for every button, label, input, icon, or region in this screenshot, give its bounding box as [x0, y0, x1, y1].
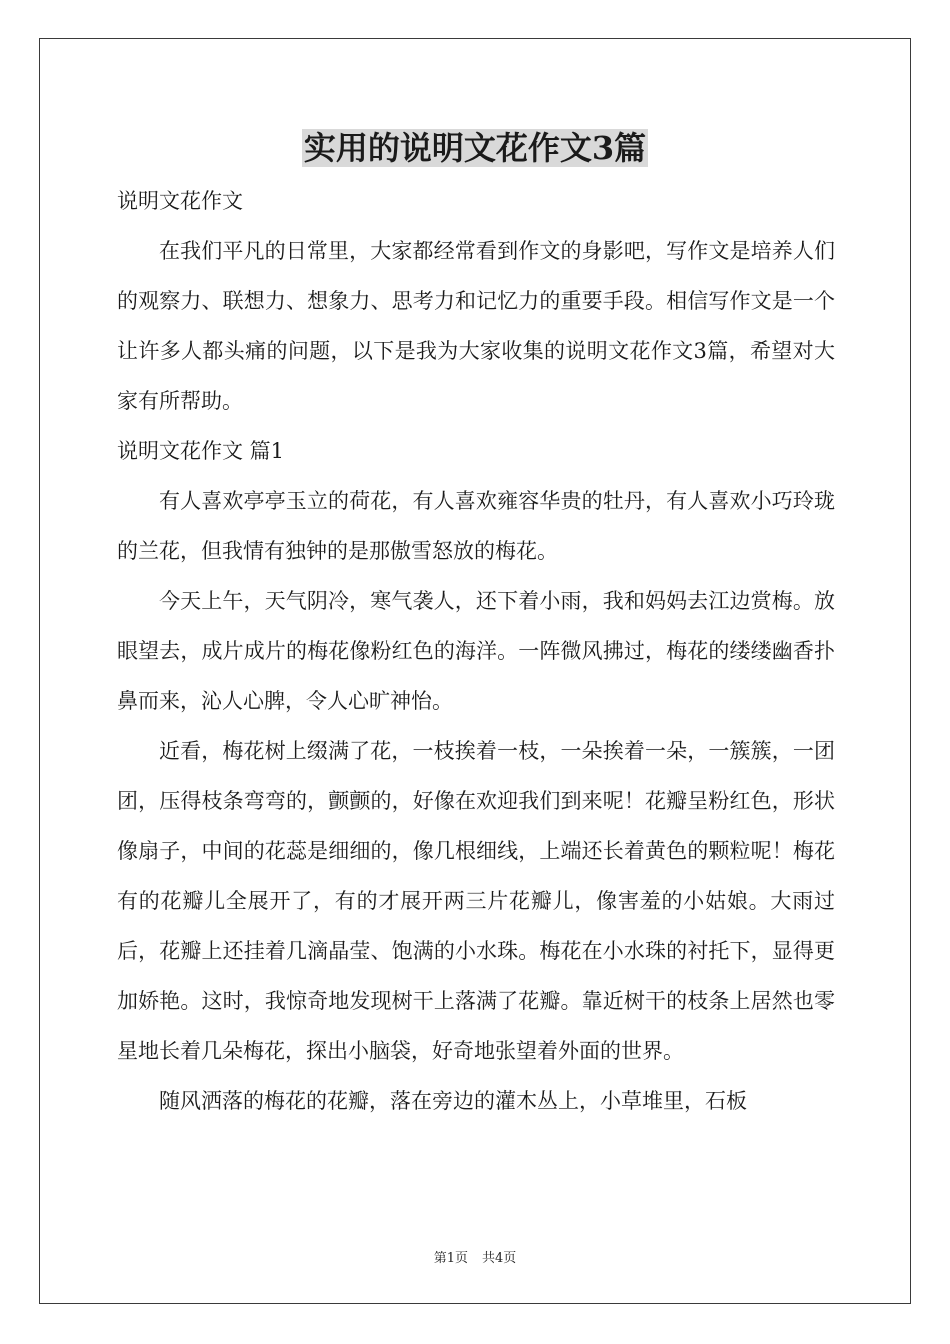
section-heading-article-1: 说明文花作文 篇1 — [117, 439, 285, 463]
title-text: 实用的说明文花作文3篇 — [303, 129, 647, 167]
section-heading: 说明文花作文 — [117, 189, 243, 213]
page-number: 第1页 — [433, 1251, 468, 1266]
body-paragraph: 随风洒落的梅花的花瓣，落在旁边的灌木丛上，小草堆里，石板 — [159, 1089, 747, 1113]
intro-paragraph: 在我们平凡的日常里，大家都经常看到作文的身影吧，写作文是培养人们的观察力、联想力、想象力、思考力和记忆力的重要手段。相信写作文是一个让许多人都头痛的问题，以下是我为大家收集的说明文花作文3篇，希望对大家有所帮助。 — [117, 239, 835, 413]
document-body — [117, 176, 835, 1126]
body-paragraph: 有人喜欢亭亭玉立的荷花，有人喜欢雍容华贵的牡丹，有人喜欢小巧玲珑的兰花，但我情有独钟的是那傲雪怒放的梅花。 — [117, 489, 835, 563]
page-footer — [0, 1247, 950, 1266]
body-paragraph: 今天上午，天气阴冷，寒气袭人，还下着小雨，我和妈妈去江边赏梅。放眼望去，成片成片的梅花像粉红色的海洋。一阵微风拂过，梅花的缕缕幽香扑鼻而来，沁人心脾，令人心旷神怡。 — [117, 589, 835, 713]
document-title — [0, 126, 950, 170]
page-total: 共4页 — [482, 1251, 517, 1266]
body-paragraph: 近看，梅花树上缀满了花，一枝挨着一枝，一朵挨着一朵，一簇簇，一团团，压得枝条弯弯的，颤颤的，好像在欢迎我们到来呢！花瓣呈粉红色，形状像扇子，中间的花蕊是细细的，像几根细线，上端还长着黄色的颗粒呢！梅花有的花瓣儿全展开了，有的才展开两三片花瓣儿，像害羞的小姑娘。大雨过后，花瓣上还挂着几滴晶莹、饱满的小水珠。梅花在小水珠的衬托下，显得更加娇艳。这时，我惊奇地发现树干上落满了花瓣。靠近树干的枝条上居然也零星地长着几朵梅花，探出小脑袋，好奇地张望着外面的世界。 — [117, 739, 835, 1063]
